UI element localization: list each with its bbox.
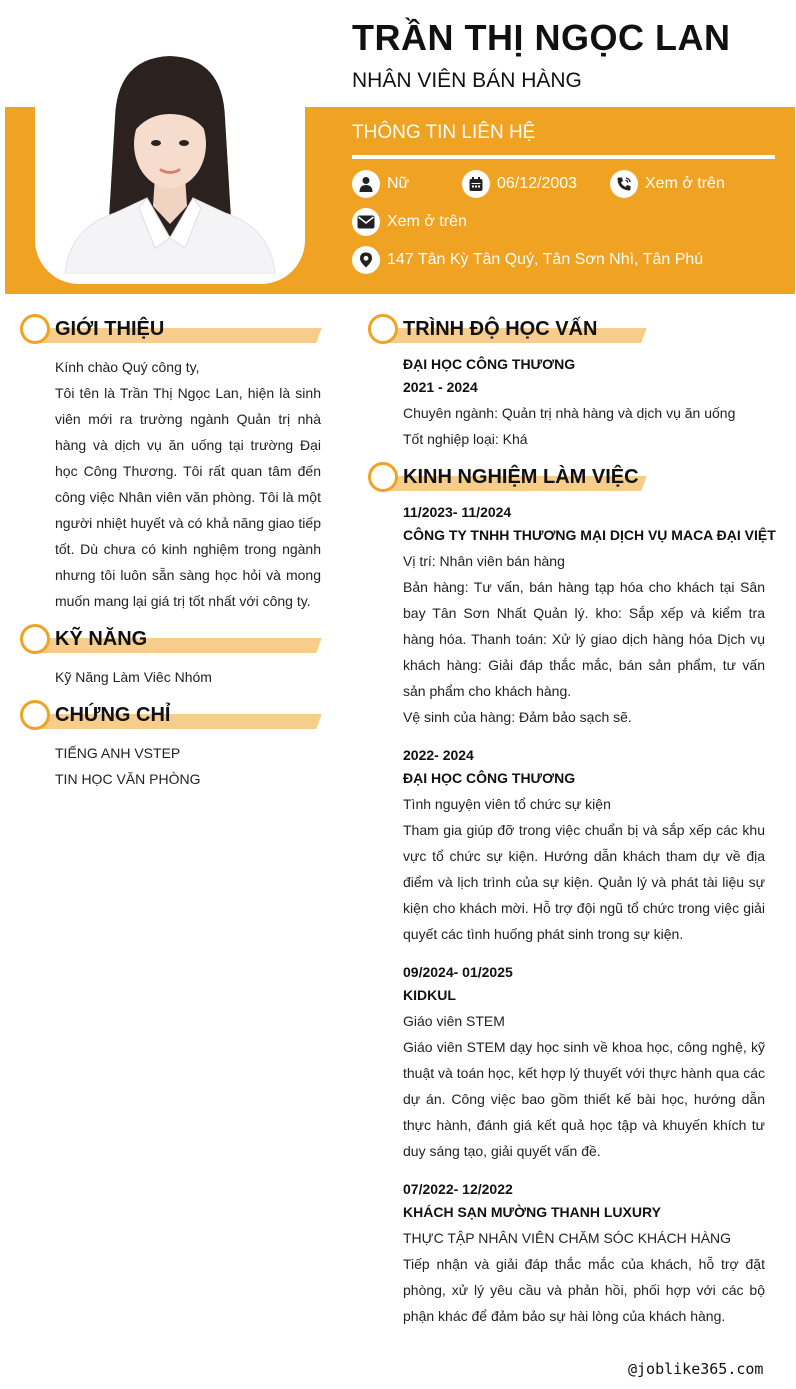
education-major: Chuyên ngành: Quản trị nhà hàng và dịch vụ ăn uống <box>403 405 736 421</box>
section-title: GIỚI THIỆU <box>55 318 165 340</box>
education-school: ĐẠI HỌC CÔNG THƯƠNG <box>403 356 576 372</box>
section-title: KINH NGHIỆM LÀM VIỆC <box>403 466 639 488</box>
section-education-header <box>368 314 648 344</box>
address-text: 147 Tân Kỳ Tân Quý, Tân Sơn Nhì, Tân Phú <box>387 251 704 268</box>
job-description: Tham gia giúp đỡ trong việc chuẩn bị và sắp xếp các khu vực tổ chức sự kiện. Hướng dẫn khách tham dự về địa điểm và lịch trình của sự kiện. Quản lý và phát tài liệu sự kiện cho khách mời. Hỗ trợ đội ngũ tổ chức trong việc giải quyết các tình huống phát sinh trong sự kiện. <box>403 822 765 942</box>
section-title: CHỨNG CHỈ <box>55 704 171 726</box>
contact-phone <box>610 170 725 198</box>
location-pin-icon <box>352 246 380 274</box>
job-description: Bản hàng: Tư vấn, bán hàng tạp hóa cho khách tại Sân bay Tân Sơn Nhất Quản lý. kho: Sắp xếp và kiểm tra hàng hóa. Thanh toán: Xử lý giao dịch hàng hóa Dịch vụ khách hàng: Giải đáp thắc mắc, bán sản phẩm, tư vấn sản phẩm cho khách hàng. <box>403 579 765 699</box>
section-experience-header <box>368 462 648 492</box>
birthday-text: 06/12/2003 <box>497 175 578 192</box>
job-description: Giáo viên STEM dạy học sinh về khoa học, công nghệ, kỹ thuật và toán học, kết hợp lý thuyết với thực hành qua các dự án. Công việc bao gồm thiết kế bài học, hướng dẫn thực hành, đánh giá kết quả học tập và khuyến khích tư duy sáng tạo, giải quyết vấn đề. <box>403 1039 765 1159</box>
candidate-name: TRẦN THỊ NGỌC LAN <box>352 17 731 58</box>
intro-body: Tôi tên là Trần Thị Ngọc Lan, hiện là sinh viên mới ra trường ngành Quản trị nhà hàng và dịch vụ ăn uống tại trường Đại học Công Thương. Tôi rất quan tâm đến công việc Nhân viên văn phòng. Tôi là một người nhiệt huyết và có khả năng giao tiếp tốt. Dù chưa có kinh nghiệm trong ngành nhưng tôi luôn sẵn sàng học hỏi và mong muốn mang lại giá trị tốt nhất với công ty. <box>55 385 321 609</box>
job-period: 11/2023- 11/2024 <box>403 504 512 520</box>
section-certificates-header <box>20 700 322 730</box>
profile-photo-frame <box>35 20 305 284</box>
job-position: Tình nguyện viên tổ chức sự kiện <box>403 796 611 812</box>
section-title: TRÌNH ĐỘ HỌC VẤN <box>403 318 598 340</box>
job-period: 2022- 2024 <box>403 747 474 763</box>
skill-item: Kỹ Năng Làm Viêc Nhóm <box>55 669 212 685</box>
circle-bullet-icon <box>368 314 398 344</box>
job-company: KIDKUL <box>403 987 456 1003</box>
circle-bullet-icon <box>20 624 50 654</box>
circle-bullet-icon <box>368 462 398 492</box>
email-text: Xem ở trên <box>387 213 467 230</box>
footer-watermark: @joblike365.com <box>628 1360 764 1378</box>
person-icon <box>352 170 380 198</box>
contact-birthday <box>462 170 577 198</box>
education-grade: Tốt nghiệp loại: Khá <box>403 431 528 447</box>
section-title: KỸ NĂNG <box>55 628 148 650</box>
circle-bullet-icon <box>20 700 50 730</box>
certificate-item: TIN HỌC VĂN PHÒNG <box>55 771 201 787</box>
phone-text: Xem ở trên <box>645 175 725 192</box>
job-title: NHÂN VIÊN BÁN HÀNG <box>352 69 582 92</box>
contact-heading: THÔNG TIN LIÊN HỆ <box>352 122 536 143</box>
contact-email <box>352 208 467 236</box>
mail-icon <box>352 208 380 236</box>
job-description: Tiếp nhận và giải đáp thắc mắc của khách, hỗ trợ đặt phòng, xử lý yêu cầu và phản hồi, phối hợp với các bộ phận khác để đảm bảo sự hài lòng của khách hàng. <box>403 1256 765 1324</box>
job-company: KHÁCH SẠN MƯỜNG THANH LUXURY <box>403 1204 661 1220</box>
profile-photo <box>55 48 285 274</box>
gender-text: Nữ <box>387 175 410 192</box>
certificate-item: TIẾNG ANH VSTEP <box>55 745 181 761</box>
intro-greeting: Kính chào Quý công ty, <box>55 359 200 375</box>
job-company: CÔNG TY TNHH THƯƠNG MẠI DỊCH VỤ MACA ĐẠI VIỆT <box>403 527 776 543</box>
calendar-icon <box>462 170 490 198</box>
contact-gender <box>352 170 409 198</box>
contact-divider <box>352 155 775 159</box>
section-skills-header <box>20 624 322 654</box>
job-period: 07/2022- 12/2022 <box>403 1181 513 1197</box>
job-position: Vị trí: Nhân viên bán hàng <box>403 553 565 569</box>
job-company: ĐẠI HỌC CÔNG THƯƠNG <box>403 770 576 786</box>
section-intro-header <box>20 314 322 344</box>
job-description-extra: Vệ sinh của hàng: Đảm bảo sạch sẽ. <box>403 709 632 725</box>
job-position: THỰC TẬP NHÂN VIÊN CHĂM SÓC KHÁCH HÀNG <box>403 1230 732 1246</box>
job-period: 09/2024- 01/2025 <box>403 964 513 980</box>
circle-bullet-icon <box>20 314 50 344</box>
education-period: 2021 - 2024 <box>403 379 478 395</box>
contact-address <box>352 246 703 274</box>
phone-icon <box>610 170 638 198</box>
job-position: Giáo viên STEM <box>403 1013 505 1029</box>
